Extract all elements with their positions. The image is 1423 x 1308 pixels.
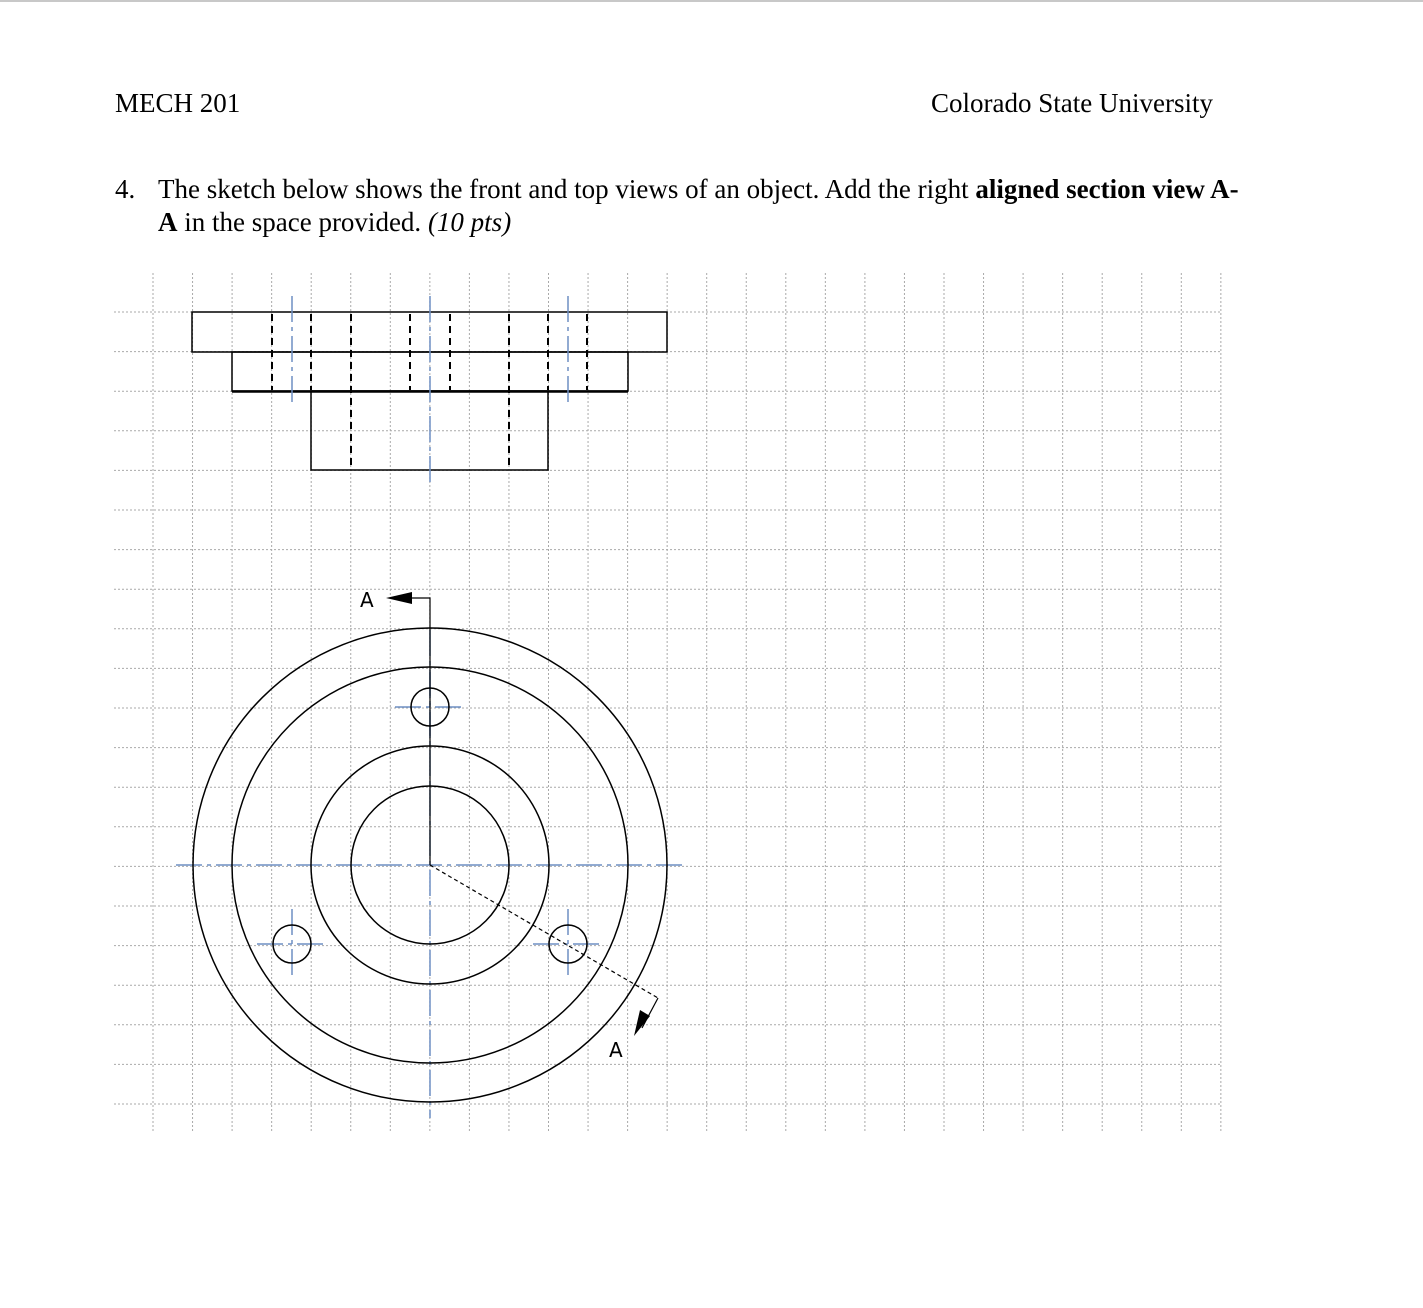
section-label-bottom: A (609, 1038, 623, 1062)
front-view (192, 296, 667, 484)
arrow-bottom (634, 1010, 650, 1036)
question-number: 4. (115, 174, 136, 204)
cutting-plane-diagonal (430, 865, 658, 998)
question-text-2: in the space provided. (177, 207, 428, 237)
grid-paper (114, 273, 1222, 1133)
cutting-plane-upper (390, 598, 430, 865)
university-name: Colorado State University (931, 88, 1213, 118)
course-title: MECH 201 (115, 88, 241, 118)
question-points: (10 pts) (427, 207, 512, 237)
question-bold-2: A (158, 207, 178, 237)
question-bold-1: aligned section view A- (975, 174, 1239, 204)
section-label-top: A (360, 588, 374, 612)
question-text: The sketch below shows the front and top views of an object. Add the right (158, 174, 976, 204)
